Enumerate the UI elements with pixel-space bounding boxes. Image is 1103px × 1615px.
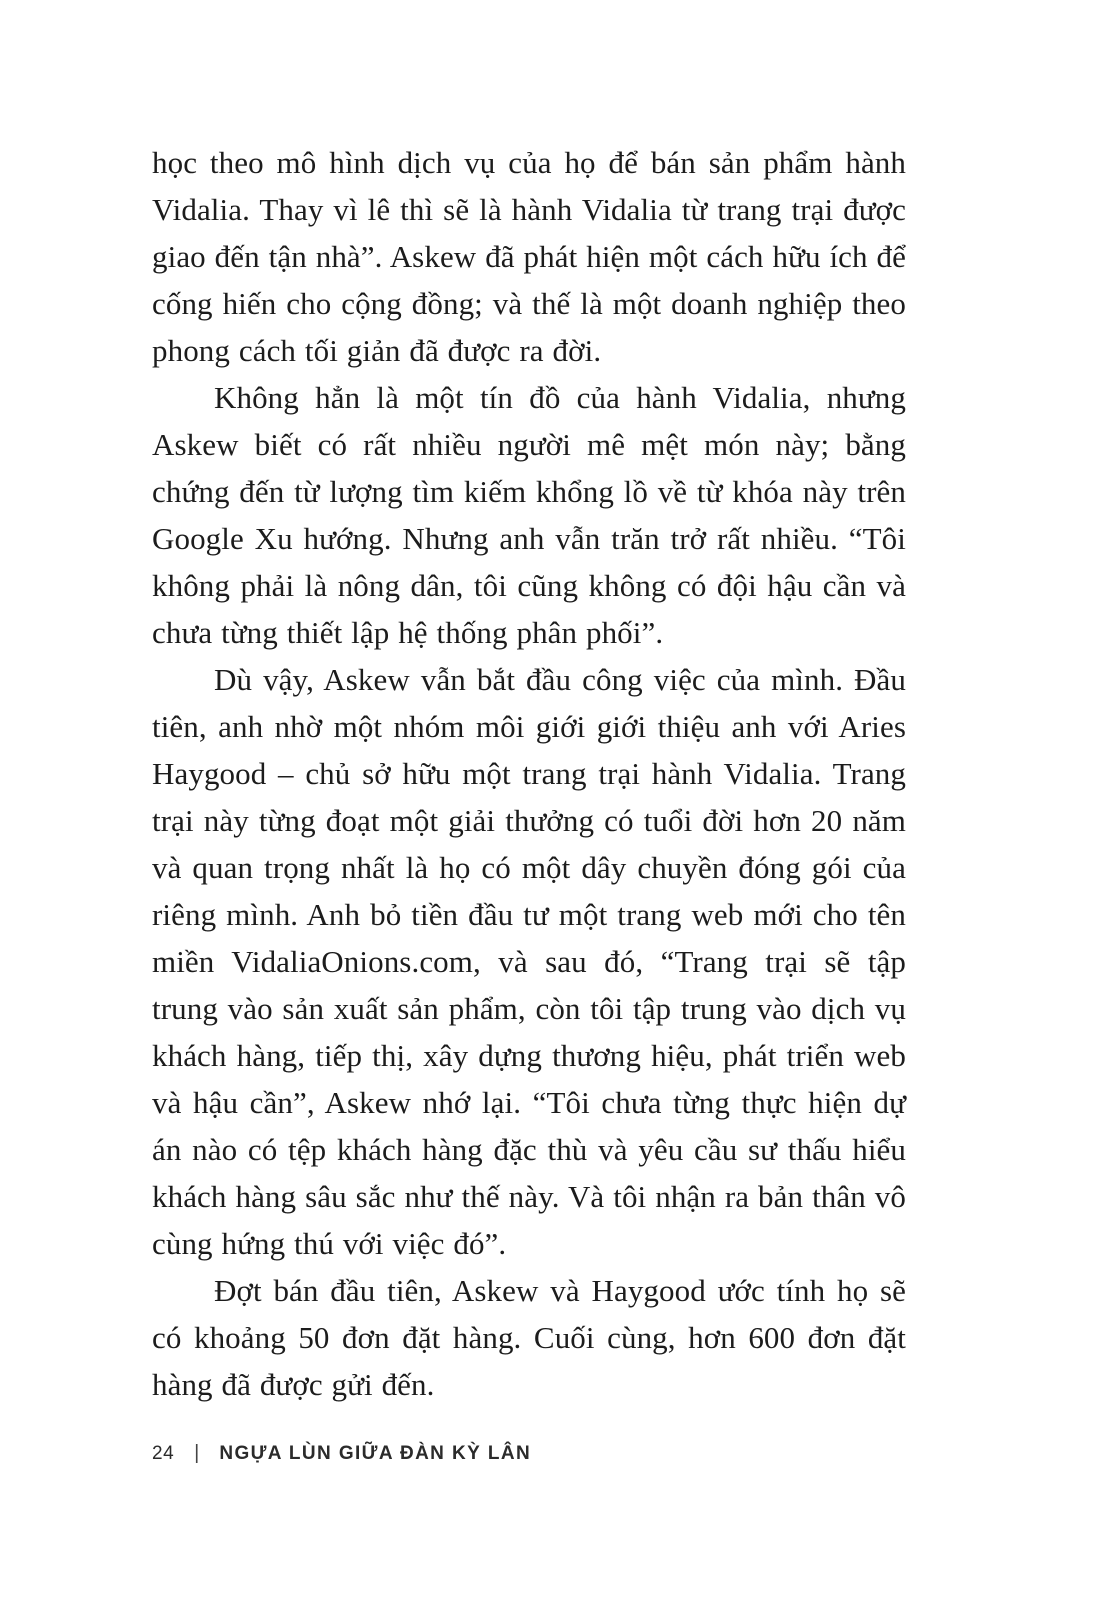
paragraph: Đợt bán đầu tiên, Askew và Haygood ước tính họ sẽ có khoảng 50 đơn đặt hàng. Cuối cùng, hơn 600 đơn đặt hàng đã được gửi đến. [152, 1273, 906, 1402]
page-number: 24 [152, 1442, 175, 1464]
page-footer [152, 1442, 531, 1465]
paragraph: học theo mô hình dịch vụ của họ để bán sản phẩm hành Vidalia. Thay vì lê thì sẽ là hành Vidalia từ trang trại được giao đến tận nhà”. Askew đã phát hiện một cách hữu ích để cống hiến cho cộng đồng; và thế là một doanh nghiệp theo phong cách tối giản đã được ra đời. [152, 145, 906, 368]
paragraph: Không hẳn là một tín đồ của hành Vidalia, nhưng Askew biết có rất nhiều người mê mệt món này; bằng chứng đến từ lượng tìm kiếm khổng lồ về từ khóa này trên Google Xu hướng. Nhưng anh vẫn trăn trở rất nhiều. “Tôi không phải là nông dân, tôi cũng không có đội hậu cần và chưa từng thiết lập hệ thống phân phối”. [152, 380, 906, 650]
footer-separator: | [194, 1442, 200, 1464]
page-content [152, 139, 906, 1408]
paragraph: Dù vậy, Askew vẫn bắt đầu công việc của mình. Đầu tiên, anh nhờ một nhóm môi giới giới thiệu anh với Aries Haygood – chủ sở hữu một trang trại hành Vidalia. Trang trại này từng đoạt một giải thưởng có tuổi đời hơn 20 năm và quan trọng nhất là họ có một dây chuyền đóng gói của riêng mình. Anh bỏ tiền đầu tư một trang web mới cho tên miền VidaliaOnions.com, và sau đó, “Trang trại sẽ tập trung vào sản xuất sản phẩm, còn tôi tập trung vào dịch vụ khách hàng, tiếp thị, xây dựng thương hiệu, phát triển web và hậu cần”, Askew nhớ lại. “Tôi chưa từng thực hiện dự án nào có tệp khách hàng đặc thù và yêu cầu sư thấu hiểu khách hàng sâu sắc như thế này. Và tôi nhận ra bản thân vô cùng hứng thú với việc đó”. [152, 662, 906, 1261]
book-title: NGỰA LÙN GIỮA ĐÀN KỲ LÂN [219, 1442, 532, 1464]
